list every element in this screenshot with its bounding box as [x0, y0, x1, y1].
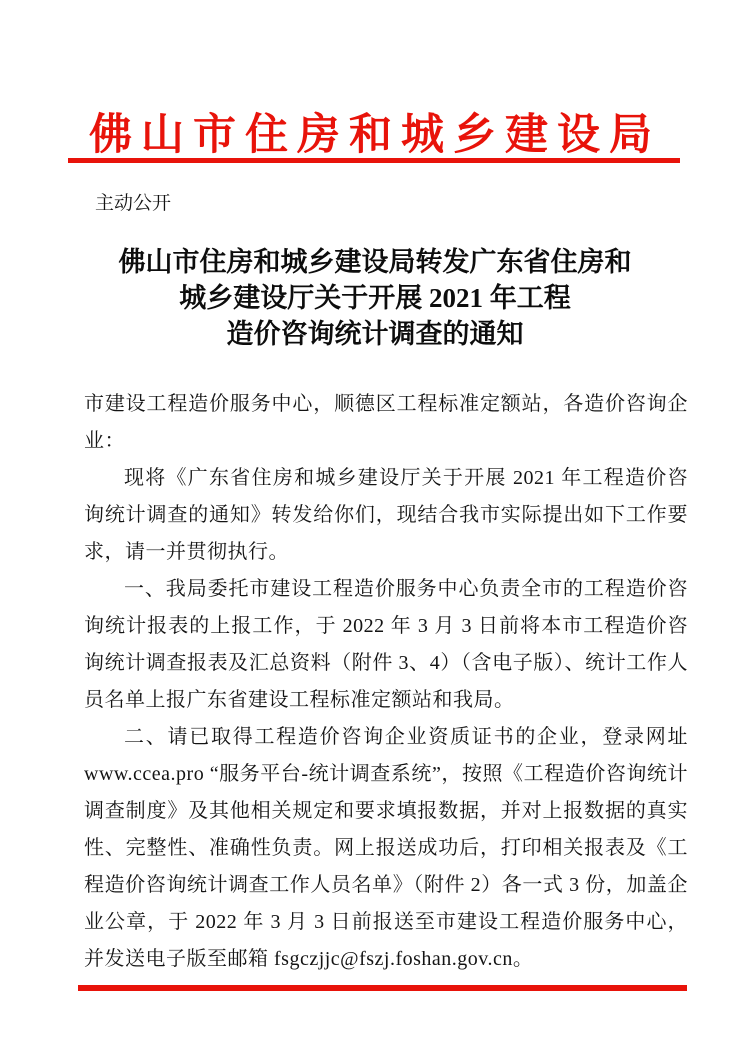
- document-body: [84, 386, 688, 978]
- agency-name: 佛山市住房和城乡建设局: [89, 112, 661, 159]
- document-title: [40, 244, 710, 352]
- footer-divider: [78, 985, 687, 991]
- body-paragraph-salutation: 市建设工程造价服务中心，顺德区工程标准定额站，各造价咨询企业：: [84, 393, 688, 452]
- body-paragraph-intro: 现将《广东省住房和城乡建设厅关于开展 2021 年工程造价咨询统计调查的通知》转发给你们，现结合我市实际提出如下工作要求，请一并贯彻执行。: [84, 467, 688, 563]
- body-paragraph-item-2: 二、请已取得工程造价咨询企业资质证书的企业，登录网址 www.ccea.pro “服务平台-统计调查系统”，按照《工程造价咨询统计调查制度》及其他相关规定和要求填报数据，并对上报数据的真实性、完整性、准确性负责。网上报送成功后，打印相关报表及《工程造价咨询统计调查工作人员名单》（附件 2）各一式 3 份，加盖企业公章，于 2022 年 3 月 3 日前报送至市建设工程造价服务中心，并发送电子版至邮箱 fsgczjjc@fszj.foshan.gov.cn。: [84, 726, 688, 970]
- body-paragraph-item-1: 一、我局委托市建设工程造价服务中心负责全市的工程造价咨询统计报表的上报工作，于 2022 年 3 月 3 日前将本市工程造价咨询统计调查报表及汇总资料（附件 3、4）（含电子版）、统计工作人员名单上报广东省建设工程标准定额站和我局。: [84, 578, 688, 711]
- header-divider: [68, 158, 680, 163]
- disclosure-label: 主动公开: [95, 193, 172, 214]
- document-title-line: 造价咨询统计调查的通知: [226, 319, 524, 349]
- document-title-line: 佛山市住房和城乡建设局转发广东省住房和: [118, 247, 632, 277]
- document-title-line: 城乡建设厅关于开展 2021 年工程: [179, 283, 571, 313]
